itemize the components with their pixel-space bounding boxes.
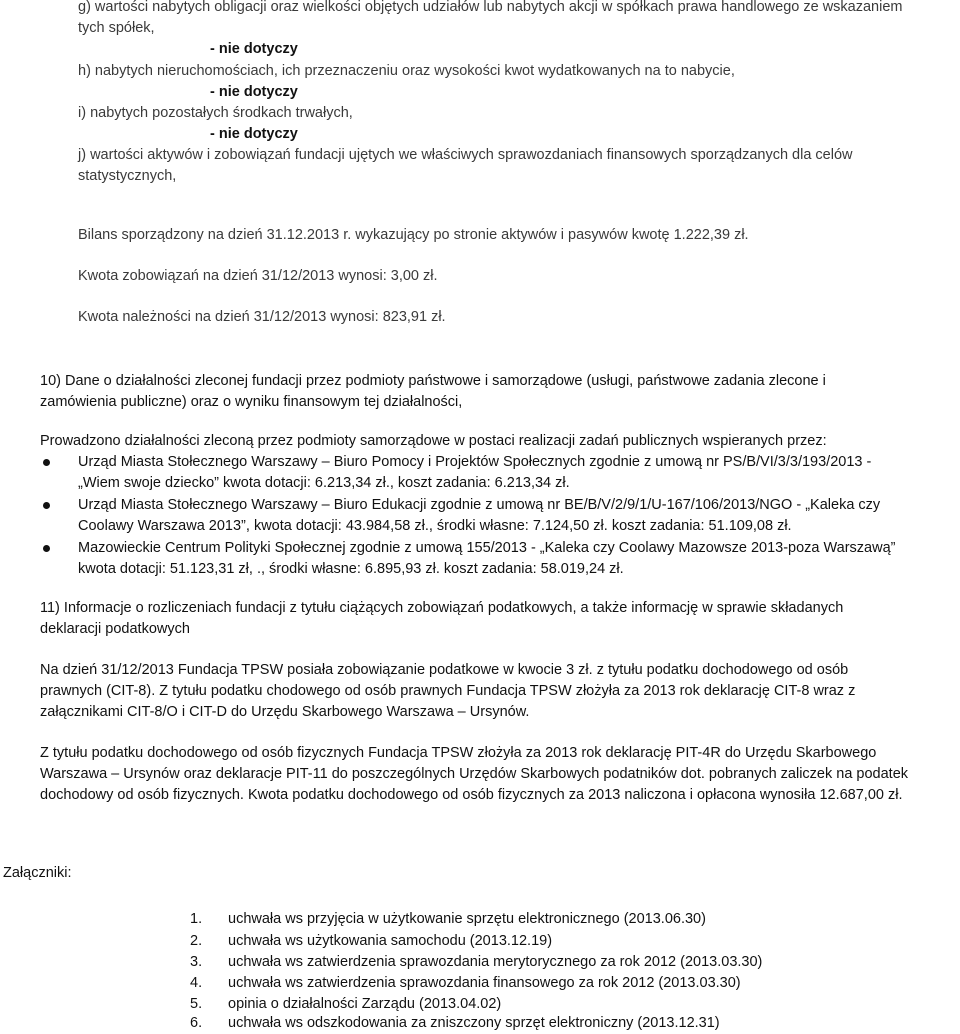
- balance-line-1: Bilans sporządzony na dzień 31.12.2013 r. wykazujący po stronie aktywów i pasywów kwotę 1.222,39 zł.: [78, 227, 749, 243]
- attachment-item: uchwała ws zatwierdzenia sprawozdania merytorycznego za rok 2012 (2013.03.30): [228, 954, 763, 970]
- item-j-line2: statystycznych,: [78, 168, 177, 184]
- bullet-dot: [43, 545, 50, 552]
- section11-para2-line3: dochodowy od osób fizycznych. Kwota podatku dochodowego od osób fizycznych za 2013 naliczona i opłacona wynosiła 12.687,00 zł.: [40, 787, 903, 803]
- item-g-line2: tych spółek,: [78, 20, 155, 36]
- section10-heading-line2: zamówienia publiczne) oraz o wyniku finansowym tej działalności,: [40, 394, 463, 410]
- bullet-2-line1: Urząd Miasta Stołecznego Warszawy – Biuro Edukacji zgodnie z umową nr BE/B/V/2/9/1/U-167/106/2013/NGO - „Kaleka czy: [78, 497, 881, 513]
- section11-heading-line2: deklaracji podatkowych: [40, 621, 190, 637]
- section10-heading-line1: 10) Dane o działalności zleconej fundacji przez podmioty państwowe i samorządowe (usługi, państwowe zadania zlecone i: [40, 373, 826, 389]
- attachment-item: opinia o działalności Zarządu (2013.04.02): [228, 996, 502, 1012]
- attachment-number: 5.: [190, 996, 203, 1012]
- attachment-number: 1.: [190, 911, 203, 927]
- attachment-number: 3.: [190, 954, 203, 970]
- section11-para1-line2: prawnych (CIT-8). Z tytułu podatku chodowego od osób prawnych Fundacja TPSW złożyła za 2013 rok deklarację CIT-8 wraz z: [40, 683, 856, 699]
- bullet-dot: [43, 459, 50, 466]
- item-g-line1: g) wartości nabytych obligacji oraz wielkości objętych udziałów lub nabytych akcji w spółkach prawa handlowego ze wskazaniem: [78, 0, 903, 15]
- attachment-item: uchwała ws przyjęcia w użytkowanie sprzętu elektronicznego (2013.06.30): [228, 911, 706, 927]
- section11-para2-line2: Warszawa – Ursynów oraz deklaracje PIT-11 do poszczególnych Urzędów Skarbowych podatników dot. pobranych zaliczek na podatek: [40, 766, 909, 782]
- item-i-text: i) nabytych pozostałych środkach trwałych,: [78, 105, 353, 121]
- attachment-item: uchwała ws zatwierdzenia sprawozdania finansowego za rok 2012 (2013.03.30): [228, 975, 741, 991]
- attachment-item: uchwała ws użytkowania samochodu (2013.12.19): [228, 933, 553, 949]
- section11-heading-line1: 11) Informacje o rozliczeniach fundacji z tytułu ciążących zobowiązań podatkowych, a także informację w sprawie składanych: [40, 600, 844, 616]
- bullet-3-line2: kwota dotacji: 51.123,31 zł, ., środki własne: 6.895,93 zł. koszt zadania: 58.019,24 zł.: [78, 561, 624, 577]
- item-h-text: h) nabytych nieruchomościach, ich przeznaczeniu oraz wysokości kwot wydatkowanych na to nabycie,: [78, 63, 735, 79]
- attachment-number: 6.: [190, 1015, 203, 1031]
- attachment-item: uchwała ws odszkodowania za zniszczony sprzęt elektroniczny (2013.12.31): [228, 1015, 720, 1031]
- attachments-title: Załączniki:: [3, 865, 72, 881]
- balance-line-2: Kwota zobowiązań na dzień 31/12/2013 wynosi: 3,00 zł.: [78, 268, 438, 284]
- attachment-number: 2.: [190, 933, 203, 949]
- bullet-1-line1: Urząd Miasta Stołecznego Warszawy – Biuro Pomocy i Projektów Społecznych zgodnie z umową nr PS/B/VI/3/3/193/2013 -: [78, 454, 872, 470]
- bullet-1-line2: „Wiem swoje dziecko” kwota dotacji: 6.213,34 zł., koszt zadania: 6.213,34 zł.: [78, 475, 570, 491]
- item-g-value: - nie dotyczy: [210, 41, 298, 57]
- section10-intro: Prowadzono działalności zleconą przez podmioty samorządowe w postaci realizacji zadań publicznych wspieranych przez:: [40, 433, 827, 449]
- bullet-dot: [43, 502, 50, 509]
- section11-para2-line1: Z tytułu podatku dochodowego od osób fizycznych Fundacja TPSW złożyła za 2013 rok deklarację PIT-4R do Urzędu Skarbowego: [40, 745, 877, 761]
- section11-para1-line3: załącznikami CIT-8/O i CIT-D do Urzędu Skarbowego Warszawa – Ursynów.: [40, 704, 530, 720]
- balance-line-3: Kwota należności na dzień 31/12/2013 wynosi: 823,91 zł.: [78, 309, 446, 325]
- section11-para1-line1: Na dzień 31/12/2013 Fundacja TPSW posiała zobowiązanie podatkowe w kwocie 3 zł. z tytułu podatku dochodowego od osób: [40, 662, 849, 678]
- bullet-3-line1: Mazowieckie Centrum Polityki Społecznej zgodnie z umową 155/2013 - „Kaleka czy Coolawy Mazowsze 2013-poza Warszawą”: [78, 540, 896, 556]
- item-j-line1: j) wartości aktywów i zobowiązań fundacji ujętych we właściwych sprawozdaniach finansowych sporządzanych dla celów: [78, 147, 853, 163]
- bullet-2-line2: Coolawy Warszawa 2013”, kwota dotacji: 43.984,58 zł., środki własne: 7.124,50 zł. koszt zadania: 51.109,08 zł.: [78, 518, 792, 534]
- item-i-value: - nie dotyczy: [210, 126, 298, 142]
- item-h-value: - nie dotyczy: [210, 84, 298, 100]
- attachment-number: 4.: [190, 975, 203, 991]
